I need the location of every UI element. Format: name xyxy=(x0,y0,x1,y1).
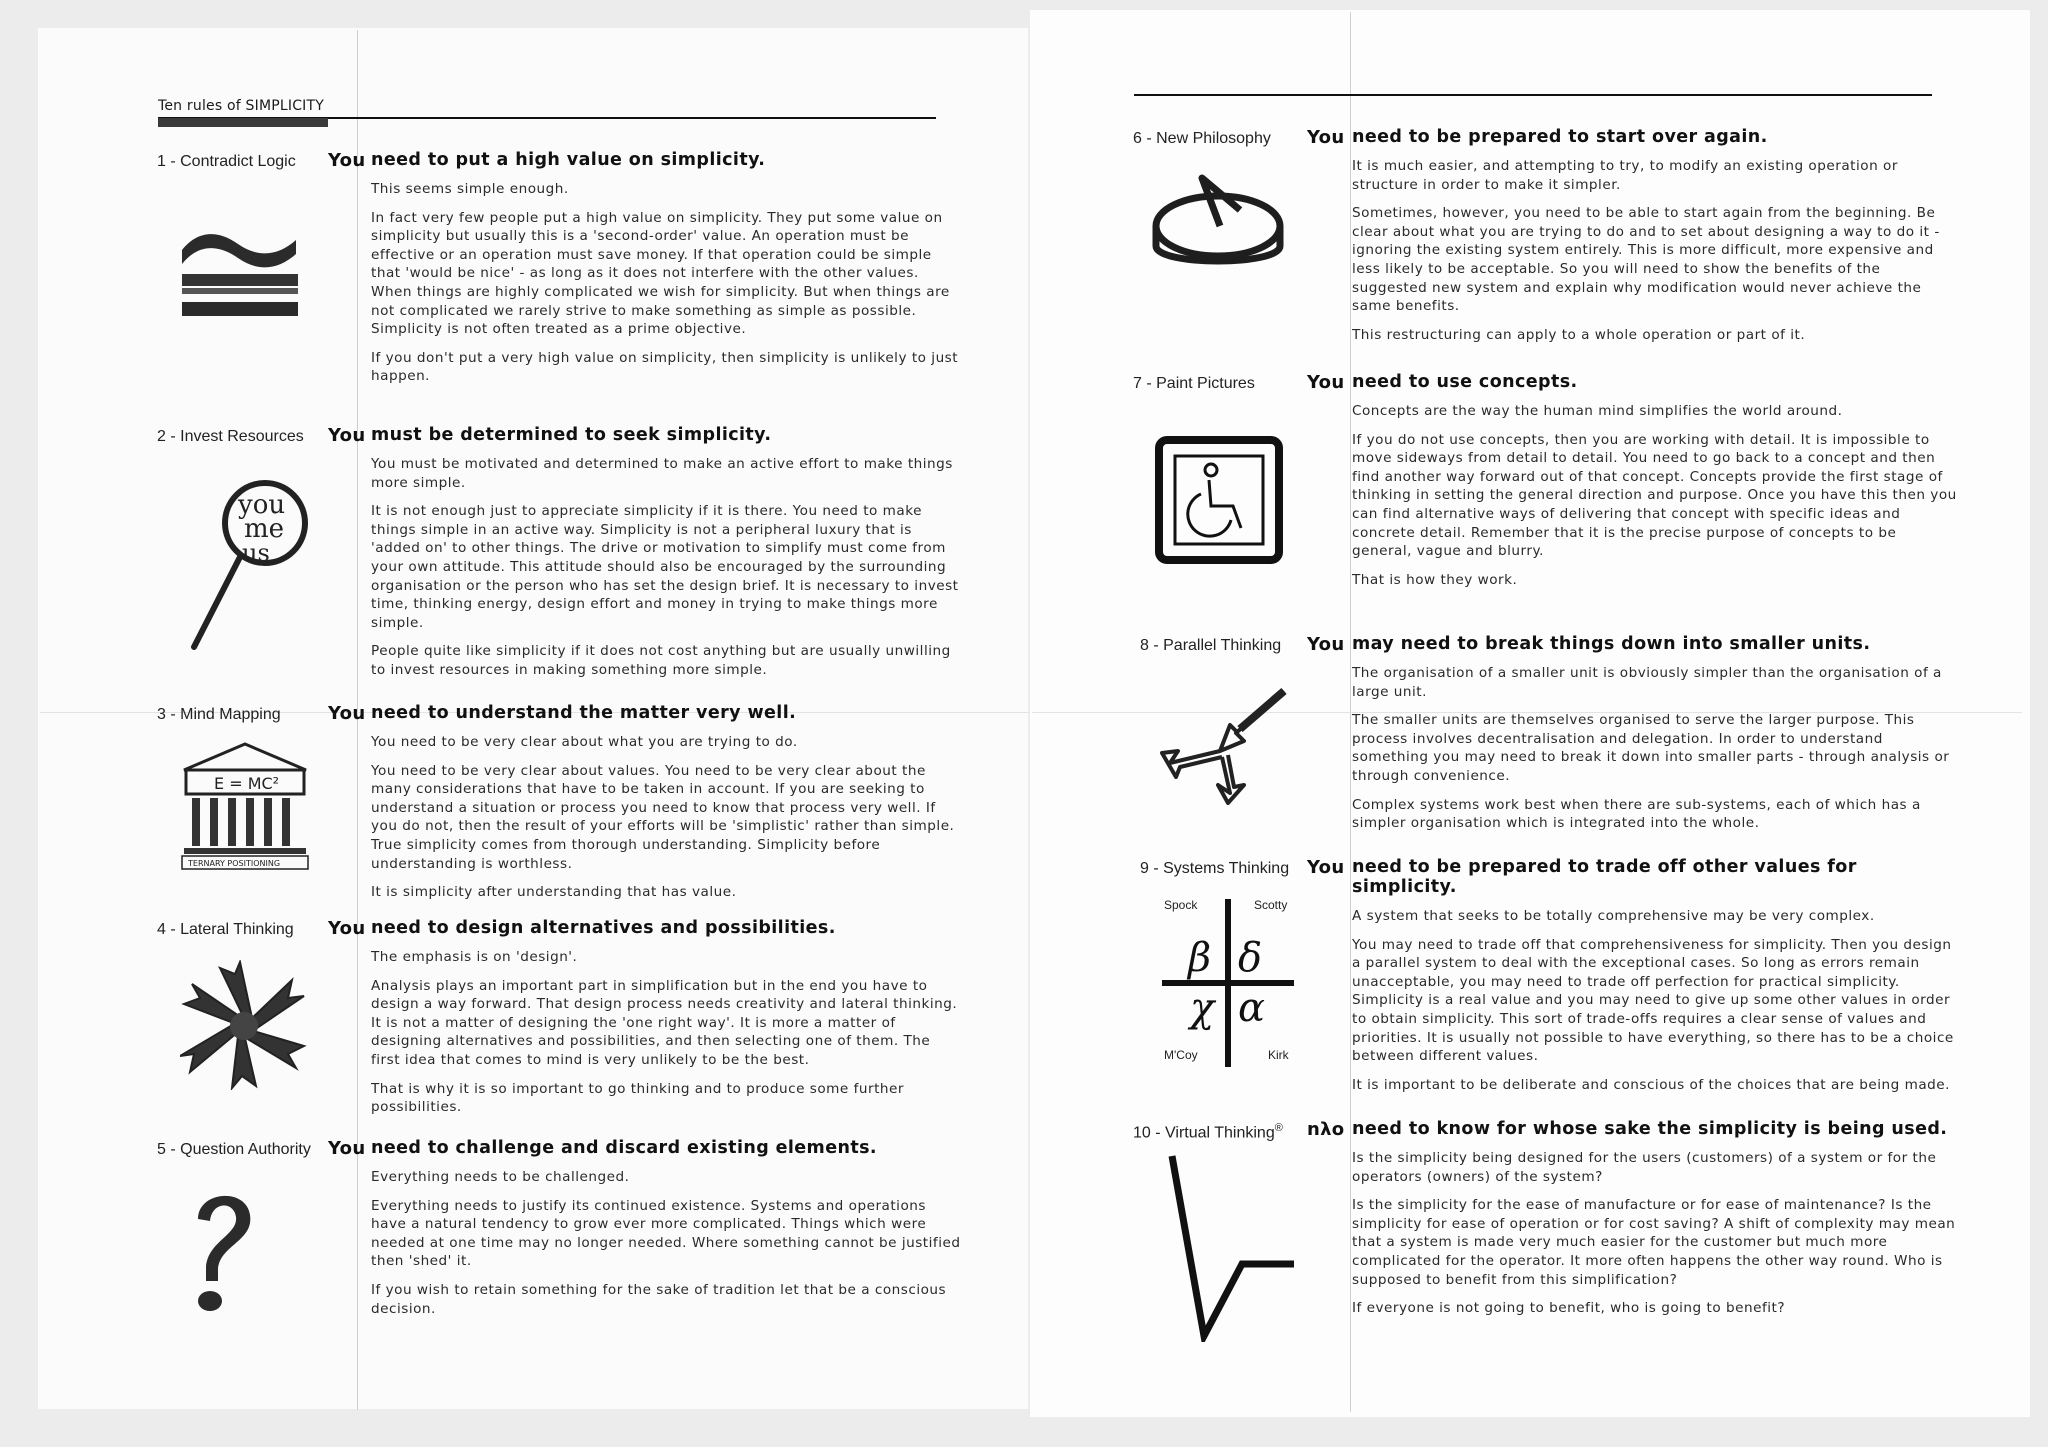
rule-2-body xyxy=(371,425,961,690)
magnifier-text: me xyxy=(244,514,285,544)
rule-10-body xyxy=(1352,1119,1957,1328)
rule-9-para: You may need to trade off that comprehensiveness for simplicity. Then you design a parallel system to deal with the exceptional cases. So long as errors remain unacceptable, you may need to trade off perfection for practical simplicity. Simplicity is a real value and you may need to give up some other values in order to obtain simplicity. This sort of trade-offs requires a clear sense of values and priorities. It is usually not possible to have everything, so there has to be a choice between different values. xyxy=(1352,936,1954,1065)
magnifying-glass-icon xyxy=(180,475,320,655)
rule-1-body xyxy=(371,150,961,396)
rule-10-para: If everyone is not going to benefit, who is going to benefit? xyxy=(1352,1300,1786,1317)
question-mark-icon xyxy=(180,1185,260,1315)
rule-9-para: A system that seeks to be totally comprehensive may be very complex. xyxy=(1352,908,1875,924)
rule-6-body xyxy=(1352,127,1957,354)
temple-caption: TERNARY POSITIONING xyxy=(188,859,281,868)
rule-7-para: That is how they work. xyxy=(1352,571,1518,588)
rule-6-para: This restructuring can apply to a whole operation or part of it. xyxy=(1352,326,1806,343)
splitting-arrows-icon xyxy=(1160,685,1290,805)
beta-glyph: β xyxy=(1188,935,1212,981)
chi-glyph: χ xyxy=(1190,985,1215,1031)
rule-6-para: Sometimes, however, you need to be able to start again from the beginning. Be clear about what you are trying to do and to set about designing a way to do it - ignoring the existing system entirely. This is more difficult, more expensive and less likely to be acceptable. So you will need to show the benefits of the suggested new system and explain why modification would never achieve the same benefits. xyxy=(1352,205,1940,315)
rule-2-label: 2 - Invest Resources xyxy=(157,428,304,445)
rule-10-heading: need to know for whose sake the simplicity is being used. xyxy=(1352,1119,1948,1139)
rule-1-heading: need to put a high value on simplicity. xyxy=(371,150,766,170)
rule-1-para: If you don't put a very high value on simplicity, then simplicity is unlikely to just happen. xyxy=(371,349,959,385)
rule-7-heading: need to use concepts. xyxy=(1352,372,1578,392)
rule-1-para: In fact very few people put a high value on simplicity. They put some value on simplicity but usually this is a 'second-order' value. An operation must be effective or an operation must save money. If that operation could be simple that 'would be nice' - as long as it does not interfere with the other values. When things are highly complicated we wish for simplicity. But when things are not complicated we rarely strive to make something as simple as possible. Simplicity is not often treated as a prime objective. xyxy=(371,209,950,338)
rule-3-heading: need to understand the matter very well. xyxy=(371,703,797,723)
rule-5-heading: need to challenge and discard existing elements. xyxy=(371,1138,877,1158)
rule-9-para: It is important to be deliberate and conscious of the choices that are being made. xyxy=(1352,1076,1950,1093)
header-bar xyxy=(158,118,328,127)
rule-5-para: Everything needs to be challenged. xyxy=(371,1169,630,1185)
temple-icon xyxy=(180,740,310,872)
quadrant-label: Scotty xyxy=(1254,898,1288,912)
rule-5-para: If you wish to retain something for the sake of tradition let that be a conscious decision. xyxy=(371,1281,947,1317)
header-title: Ten rules of SIMPLICITY xyxy=(158,98,325,114)
rule-4-para: The emphasis is on 'design'. xyxy=(371,949,578,965)
rule-10-label xyxy=(1133,1122,1283,1142)
rule-9-prefix: You xyxy=(1307,857,1345,878)
rule-9-heading: need to be prepared to trade off other values for simplicity. xyxy=(1352,857,1857,897)
temple-formula: E = MC² xyxy=(214,774,280,793)
rule-6-prefix: You xyxy=(1307,127,1345,148)
rule-7-label: 7 - Paint Pictures xyxy=(1133,375,1255,392)
registered-mark: ® xyxy=(1274,1122,1283,1134)
rule-2-heading: must be determined to seek simplicity. xyxy=(371,425,772,445)
quadrant-label: M'Coy xyxy=(1164,1048,1198,1062)
rule-7-prefix: You xyxy=(1307,372,1345,393)
rule-3-para: You need to be very clear about what you are trying to do. xyxy=(371,734,798,750)
rule-4-label: 4 - Lateral Thinking xyxy=(157,921,294,938)
magnifier-text: us xyxy=(242,539,270,567)
rule-5-body xyxy=(371,1138,961,1328)
rule-1-label: 1 - Contradict Logic xyxy=(157,153,296,170)
rule-3-label: 3 - Mind Mapping xyxy=(157,706,281,723)
restart-cylinder-icon xyxy=(1148,170,1288,290)
rule-8-body xyxy=(1352,634,1957,843)
rule-9-label: 9 - Systems Thinking xyxy=(1140,860,1290,877)
right-header-rule xyxy=(1134,94,1932,96)
rule-4-para: Analysis plays an important part in simplification but in the end you have to design a way forward. That design process needs creativity and lateral thinking. It is not a matter of designing the 'one right way'. It is more a matter of designing alternatives and possibilities, and then selecting one of them. The first idea that comes to mind is very unlikely to be the best. xyxy=(371,977,958,1068)
rule-4-body xyxy=(371,918,961,1127)
rule-2-prefix: You xyxy=(328,425,366,446)
quadrant-label: Spock xyxy=(1164,898,1198,912)
rule-3-prefix: You xyxy=(328,703,366,724)
wheelchair-sign-icon xyxy=(1155,436,1283,564)
rule-4-prefix: You xyxy=(328,918,366,939)
rule-2-para: You must be motivated and determined to make an active effort to make things more simple. xyxy=(371,456,953,491)
approx-equal-bars-icon xyxy=(178,222,303,322)
rule-4-para: That is why it is so important to go thinking and to produce some further possibilities. xyxy=(371,1080,904,1116)
rule-8-prefix: You xyxy=(1307,634,1345,655)
rule-5-para: Everything needs to justify its continued existence. Systems and operations have a natural tendency to grow ever more complicated. Things which were needed at one time may no longer needed. Where something cannot be justified then 'shed' it. xyxy=(371,1197,961,1270)
rule-10-para: Is the simplicity for the ease of manufacture or for ease of maintenance? Is the simplicity for ease of operation or for cost saving? A shift of complexity may mean that a system is made very much easier for the customer but much more complicated for the operator. It more often happens the other way round. Who is supposed to benefit from this simplification? xyxy=(1352,1197,1956,1288)
rule-5-prefix: You xyxy=(328,1138,366,1159)
rule-6-heading: need to be prepared to start over again. xyxy=(1352,127,1768,147)
rule-10-label-text: 10 - Virtual Thinking xyxy=(1133,1124,1275,1142)
rule-6-para: It is much easier, and attempting to try, to modify an existing operation or structure in order to make it simpler. xyxy=(1352,158,1898,193)
magnifier-text: you xyxy=(238,490,286,520)
rule-7-body xyxy=(1352,372,1957,599)
quadrant-label: Kirk xyxy=(1268,1048,1289,1062)
starburst-arrows-icon xyxy=(180,960,310,1090)
rule-7-para: If you do not use concepts, then you are working with detail. It is impossible to move sideways from detail to detail. You need to go back to a concept and then find another way forward out of that concept. Concepts provide the first stage of thinking in setting the general direction and purpose. Once you have this then you can find alternative ways of delivering that concept with specific ideas and concrete detail. Remember that it is the precise purpose of concepts to be general, vague and blurry. xyxy=(1352,431,1957,560)
rule-1-prefix: You xyxy=(328,150,366,171)
alpha-glyph: α xyxy=(1238,985,1266,1031)
rule-7-para: Concepts are the way the human mind simplifies the world around. xyxy=(1352,403,1843,419)
rule-3-para: You need to be very clear about values. You need to be very clear about the many considerations that have to be taken in account. If you are seeking to understand a situation or process you need to know that process very well. If you do not, then the result of your efforts will be 'simplistic' rather than simple. True simplicity comes from thorough understanding. Simplicity before understanding is worthless. xyxy=(371,762,955,872)
delta-glyph: δ xyxy=(1238,935,1263,981)
rule-8-label: 8 - Parallel Thinking xyxy=(1140,637,1282,654)
rule-3-para: It is simplicity after understanding that has value. xyxy=(371,884,737,901)
rule-8-para: The organisation of a smaller unit is obviously simpler than the organisation of a large unit. xyxy=(1352,665,1942,700)
rule-1-para: This seems simple enough. xyxy=(371,181,569,197)
rule-8-heading: may need to break things down into smaller units. xyxy=(1352,634,1871,654)
rule-8-para: Complex systems work best when there are sub-systems, each of which has a simpler organisation which is integrated into the whole. xyxy=(1352,796,1921,832)
rule-8-para: The smaller units are themselves organised to serve the larger purpose. This process involves decentralisation and delegation. In order to understand something you may need to break it down into smaller parts - through analysis or through convenience. xyxy=(1352,712,1950,784)
rule-10-para: Is the simplicity being designed for the users (customers) of a system or for the operators (owners) of the system? xyxy=(1352,1150,1937,1185)
rule-2-para: People quite like simplicity if it does not cost anything but are usually unwilling to invest resources in making something more simple. xyxy=(371,643,951,678)
rule-4-heading: need to design alternatives and possibilities. xyxy=(371,918,836,938)
rule-3-body xyxy=(371,703,961,912)
rule-5-label: 5 - Question Authority xyxy=(157,1141,311,1158)
rule-9-body xyxy=(1352,857,1957,1104)
rule-10-prefix: nλo xyxy=(1307,1119,1345,1140)
greek-quadrant-icon xyxy=(1158,895,1298,1071)
rule-6-label: 6 - New Philosophy xyxy=(1133,130,1271,147)
page-header xyxy=(158,98,938,114)
rule-2-para: It is not enough just to appreciate simplicity if it is there. You need to make things simple in an active way. Simplicity is not a peripheral luxury that is 'added on' to other things. The drive or motivation to simplify must come from your own attitude. This attitude should also be encouraged by the surrounding organisation or the person who has set the design brief. It is necessary to invest time, thinking energy, design effort and money in trying to make things more simple. xyxy=(371,503,959,631)
check-angle-icon xyxy=(1168,1152,1298,1342)
